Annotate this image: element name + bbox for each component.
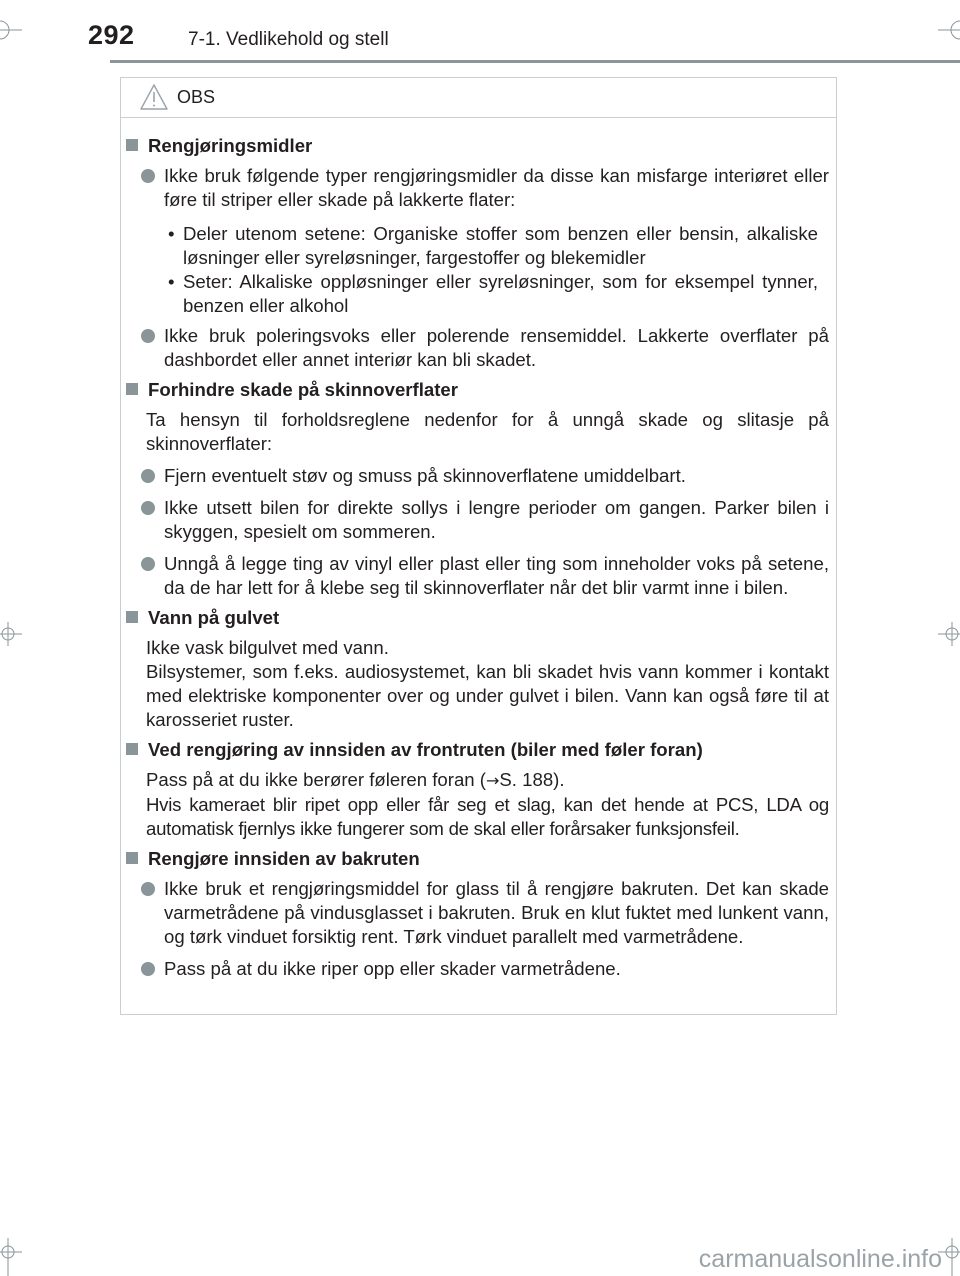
paragraph: Hvis kameraet blir ripet opp eller får seg et slag, kan det hende at PCS, LDA og automatisk fjernlys ikke fungerer som de skal eller forårsaker funksjonsfeil.	[146, 794, 829, 839]
list-item: Ikke bruk følgende typer rengjøringsmidler da disse kan misfarge interiøret eller føre til striper eller skade på lakkerte flater:	[121, 164, 838, 212]
round-bullet-icon	[141, 469, 155, 483]
dot-bullet-icon: •	[168, 271, 175, 292]
sub-list-item: • Seter: Alkaliske oppløsninger eller syreløsninger, som for eksempel tynner, benzen eller alkohol	[168, 271, 818, 316]
round-bullet-icon	[141, 329, 155, 343]
list-item: Fjern eventuelt støv og smuss på skinnoverflatene umiddelbart.	[121, 464, 838, 488]
sub-list-item: • Deler utenom setene: Organiske stoffer som benzen eller bensin, alkaliske løsninger eller syreløsninger, fargestoffer og blekemidler	[168, 223, 818, 268]
square-bullet-icon	[126, 743, 138, 755]
right-arrow-icon: →	[486, 771, 500, 790]
crop-mark-mid-left	[0, 622, 24, 646]
crop-mark-top-left	[0, 20, 24, 40]
obs-notice-body	[121, 134, 838, 981]
watermark: carmanualsonline.info	[698, 1245, 942, 1273]
section-heading: Rengjøringsmidler	[121, 134, 838, 158]
paragraph: Ikke vask bilgulvet med vann.	[146, 637, 389, 658]
dot-bullet-icon: •	[168, 223, 175, 244]
list-item: Ikke bruk poleringsvoks eller polerende rensemiddel. Lakkerte overflater på dashbordet eller annet interiør kan bli skadet.	[121, 324, 838, 372]
round-bullet-icon	[141, 962, 155, 976]
paragraph: Pass på at du ikke berører føleren foran (→S. 188).	[146, 769, 565, 790]
crop-mark-mid-right	[936, 622, 960, 646]
square-bullet-icon	[126, 139, 138, 151]
list-item: Pass på at du ikke riper opp eller skader varmetrådene.	[121, 957, 838, 981]
crop-mark-top-right	[936, 20, 960, 40]
crop-mark-bottom-left	[0, 1238, 24, 1276]
round-bullet-icon	[141, 501, 155, 515]
section-heading: Rengjøre innsiden av bakruten	[121, 847, 838, 871]
square-bullet-icon	[126, 852, 138, 864]
list-item: Ikke bruk et rengjøringsmiddel for glass til å rengjøre bakruten. Det kan skade varmetrådene på vindusglasset i bakruten. Bruk en klut fuktet med lunkent vann, og tørk vinduet forsiktig rent. Tørk vinduet parallelt med varmetrådene.	[121, 877, 838, 949]
square-bullet-icon	[126, 383, 138, 395]
paragraph: Bilsystemer, som f.eks. audiosystemet, kan bli skadet hvis vann kommer i kontakt med elektriske komponenter over og under gulvet i bilen. Vann kan også føre til at karosseriet ruster.	[146, 661, 829, 730]
obs-notice-box	[120, 77, 837, 1015]
section-heading: Ved rengjøring av innsiden av frontruten (biler med føler foran)	[121, 738, 838, 762]
warning-triangle-icon	[139, 83, 169, 116]
page-header	[0, 0, 960, 70]
page-number: 292	[88, 20, 135, 50]
list-item: Unngå å legge ting av vinyl eller plast eller ting som inneholder voks på setene, da de har lett for å klebe seg til skinnoverflater når det blir varmt inne i bilen.	[121, 552, 838, 600]
obs-notice-header	[121, 78, 836, 118]
list-item: Ikke utsett bilen for direkte sollys i lengre perioder om gangen. Parker bilen i skyggen, spesielt om sommeren.	[121, 496, 838, 544]
section-title: 7-1. Vedlikehold og stell	[188, 29, 389, 50]
section-heading: Forhindre skade på skinnoverflater	[121, 378, 838, 402]
section-heading: Vann på gulvet	[121, 606, 838, 630]
header-rule	[110, 60, 960, 63]
paragraph: Ta hensyn til forholdsreglene nedenfor for å unngå skade og slitasje på skinnoverflater:	[146, 409, 829, 454]
obs-label: OBS	[177, 87, 216, 107]
round-bullet-icon	[141, 557, 155, 571]
round-bullet-icon	[141, 169, 155, 183]
square-bullet-icon	[126, 611, 138, 623]
round-bullet-icon	[141, 882, 155, 896]
